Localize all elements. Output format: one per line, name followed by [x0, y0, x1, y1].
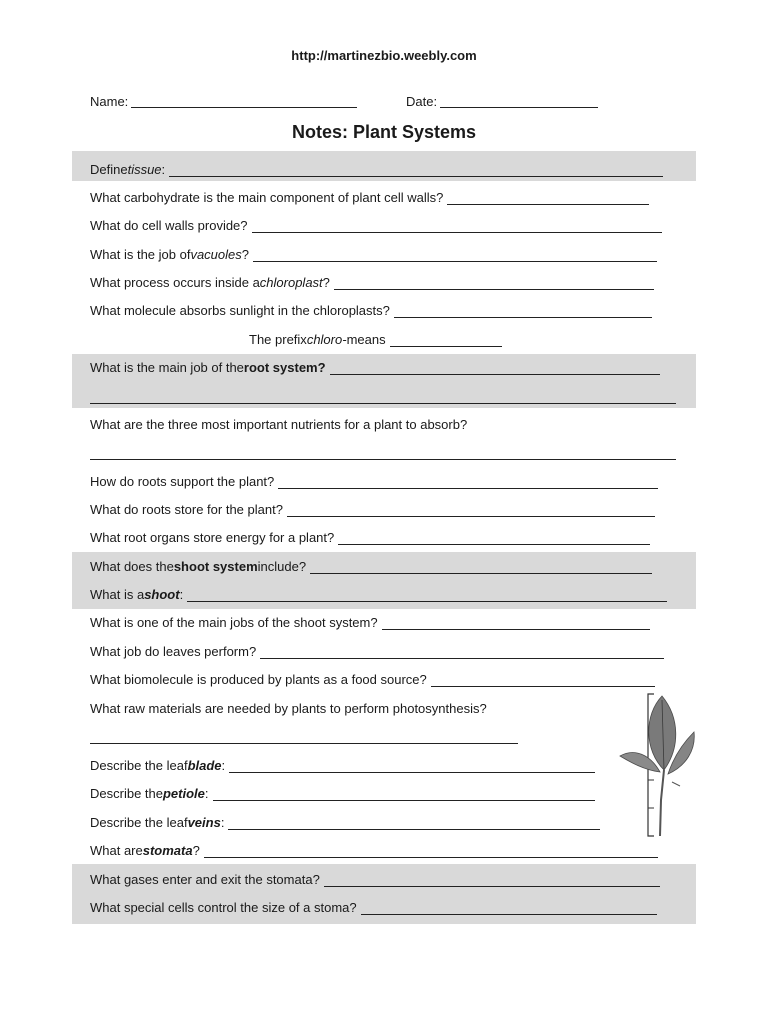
question-text: What is one of the main jobs of the shoot system? [90, 615, 378, 630]
answer-line[interactable] [90, 743, 518, 744]
question-leaf-veins [90, 814, 600, 830]
question-text: What job do leaves perform? [90, 644, 257, 659]
question-root-organs [90, 529, 650, 545]
answer-line[interactable] [252, 220, 662, 233]
question-term: chloro- [306, 332, 347, 347]
question-text: : [221, 758, 226, 773]
question-text: Define [90, 162, 128, 177]
question-text: include? [257, 559, 307, 574]
question-text: Describe the [90, 786, 163, 801]
question-guard-cells [90, 899, 657, 915]
question-text: What does the [90, 559, 174, 574]
question-sunlight-molecule [90, 302, 652, 318]
question-chloroplast [90, 274, 654, 290]
answer-line[interactable] [382, 617, 650, 630]
question-text: What special cells control the size of a stoma? [90, 900, 357, 915]
answer-line[interactable] [90, 459, 676, 460]
question-text: What do roots store for the plant? [90, 502, 283, 517]
question-text: Describe the leaf [90, 815, 188, 830]
answer-line[interactable] [253, 249, 657, 262]
answer-line[interactable] [278, 476, 658, 489]
question-stomata [90, 842, 658, 858]
question-term: root system? [243, 360, 326, 375]
answer-line[interactable] [431, 674, 655, 687]
page-title: Notes: Plant Systems [291, 122, 477, 142]
name-field [90, 94, 357, 109]
leaf-diagram-icon [614, 690, 700, 840]
question-text: ? [322, 275, 330, 290]
answer-line[interactable] [187, 589, 667, 602]
question-text: What gases enter and exit the stomata? [90, 872, 320, 887]
question-term: petiole [162, 786, 205, 801]
question-text: means [346, 332, 386, 347]
question-text: ? [192, 843, 200, 858]
question-term: tissue [127, 162, 162, 177]
question-text: What root organs store energy for a plant? [90, 530, 335, 545]
question-text: Describe the leaf [90, 758, 188, 773]
question-term: chloroplast [259, 275, 323, 290]
answer-line[interactable] [310, 561, 652, 574]
question-term: shoot system [173, 559, 258, 574]
question-text: : [204, 786, 209, 801]
question-text: ? [241, 247, 249, 262]
answer-line[interactable] [330, 362, 660, 375]
question-text: What molecule absorbs sunlight in the chloroplasts? [90, 303, 390, 318]
answer-line[interactable] [260, 646, 664, 659]
question-what-is-shoot [90, 586, 667, 602]
answer-line[interactable] [361, 902, 657, 915]
question-text: What biomolecule is produced by plants as a food source? [90, 672, 427, 687]
name-blank[interactable] [131, 94, 357, 108]
question-text: What are [90, 843, 143, 858]
question-shoot-system-include [90, 558, 652, 574]
question-term: shoot [144, 587, 180, 602]
date-label: Date: [406, 94, 438, 109]
question-text: What carbohydrate is the main component of plant cell walls? [90, 190, 444, 205]
answer-line[interactable] [334, 277, 654, 290]
answer-line[interactable] [394, 305, 652, 318]
question-text: The prefix [249, 332, 307, 347]
question-text: What raw materials are needed by plants to perform photosynthesis? [90, 701, 487, 716]
header-url: http://martinezbio.weebly.com [291, 48, 477, 63]
question-term: veins [187, 815, 221, 830]
question-cell-walls-provide [90, 217, 662, 233]
question-petiole [90, 785, 595, 801]
question-leaves-job [90, 643, 664, 659]
answer-line[interactable] [338, 532, 650, 545]
question-term: stomata [142, 843, 193, 858]
question-leaf-blade [90, 757, 595, 773]
answer-line[interactable] [324, 874, 660, 887]
question-stomata-gases [90, 871, 660, 887]
question-shoot-system-job [90, 614, 650, 630]
name-label: Name: [90, 94, 129, 109]
question-raw-materials [90, 700, 487, 716]
answer-line[interactable] [229, 760, 595, 773]
question-prefix-chloro [249, 331, 502, 347]
question-roots-support [90, 473, 658, 489]
question-text: How do roots support the plant? [90, 474, 275, 489]
question-text: : [220, 815, 225, 830]
answer-line[interactable] [213, 788, 595, 801]
question-text: What is the main job of the [90, 360, 244, 375]
question-text: : [161, 162, 166, 177]
question-roots-store [90, 501, 655, 517]
answer-line[interactable] [447, 192, 649, 205]
question-text: What are the three most important nutrients for a plant to absorb? [90, 417, 468, 432]
question-cell-wall-carb [90, 189, 649, 205]
question-define-tissue [90, 161, 663, 177]
question-food-biomolecule [90, 671, 655, 687]
question-term: blade [187, 758, 222, 773]
question-text: What process occurs inside a [90, 275, 260, 290]
answer-line[interactable] [228, 817, 600, 830]
answer-line[interactable] [90, 403, 676, 404]
answer-line[interactable] [204, 845, 658, 858]
answer-line[interactable] [287, 504, 655, 517]
answer-line[interactable] [390, 334, 502, 347]
question-root-system-job [90, 359, 660, 375]
answer-line[interactable] [169, 164, 663, 177]
question-text: : [179, 587, 184, 602]
question-term: vacuoles [190, 247, 242, 262]
date-blank[interactable] [440, 94, 598, 108]
question-text: What do cell walls provide? [90, 218, 248, 233]
question-nutrients [90, 416, 467, 432]
question-text: What is the job of [90, 247, 191, 262]
question-text: What is a [90, 587, 145, 602]
date-field [406, 94, 598, 109]
question-vacuoles [90, 246, 657, 262]
